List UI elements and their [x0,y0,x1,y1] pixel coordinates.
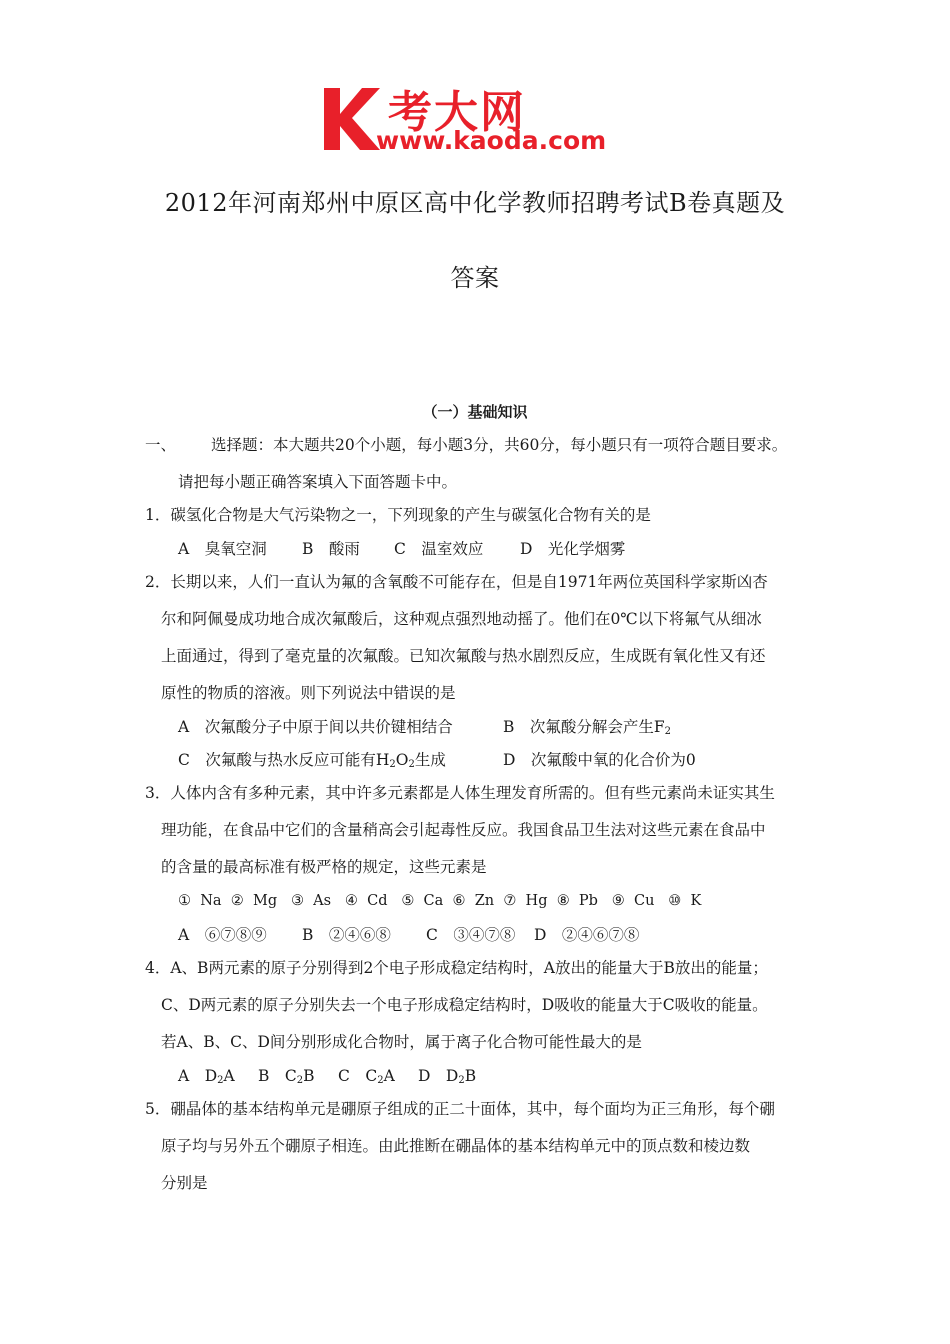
q2-option-b-text: B 次氟酸分解会产生F [503,718,665,736]
question-3-line-2: 理功能，在食品中它们的含量稍高会引起毒性反应。我国食品卫生法对这些元素在食品中 [161,821,766,839]
q4-option-d-post: B [464,1067,477,1085]
q1-option-c: C 温室效应 [394,540,484,558]
page-title-line1: 2012年河南郑州中原区高中化学教师招聘考试B卷真题及 [164,189,786,217]
question-3-options [178,925,639,945]
question-5-line-3: 分别是 [161,1174,208,1192]
intro-number: 一、 [145,436,177,454]
q4-option-a-text: A D [178,1067,218,1085]
q4-option-d-sub: 2 [458,1075,465,1086]
question-2-line-2: 尔和阿佩曼成功地合成次氟酸后，这种观点强烈地动摇了。他们在0℃以下将氟气从细冰 [161,610,762,628]
q4-option-d [418,1066,476,1091]
q4-option-b-sub: 2 [296,1075,304,1086]
question-3-line-1: 3．人体内含有多种元素，其中许多元素都是人体生理发育所需的。但有些元素尚未证实其生 [145,784,775,802]
intro-line-2: 请把每小题正确答案填入下面答题卡中。 [178,473,458,491]
q4-option-c [338,1066,418,1091]
question-2-line-3: 上面通过，得到了毫克量的次氟酸。已知次氟酸与热水剧烈反应，生成既有氧化性又有还 [161,647,766,665]
question-3-elements: ① Na ② Mg ③ As ④ Cd ⑤ Ca ⑥ Zn ⑦ Hg ⑧ Pb ⑨ Cu ⑩ K [178,893,702,909]
question-4-line-3: 若A、B、C、D间分别形成化合物时，属于离子化合物可能性最大的是 [161,1033,642,1051]
q4-option-a [178,1066,258,1091]
question-2-line-4: 原性的物质的溶液。则下列说法中错误的是 [161,684,456,702]
q2-option-d: D 次氟酸中氧的化合价为0 [503,751,696,769]
q4-option-b-post: B [303,1067,315,1085]
q1-option-b: B 酸雨 [302,540,360,558]
question-1-options [178,539,625,559]
q3-option-a: A ⑥⑦⑧⑨ [178,926,267,944]
q2-option-c-mid: O [395,751,409,769]
question-4-line-1: 4．A、B两元素的原子分别得到2个电子形成稳定结构时，A放出的能量大于B放出的能量； [145,959,768,977]
logo-brand-text: 考大网 [388,87,526,138]
logo-url-text: www.kaoda.com [376,126,607,155]
question-4-options [178,1066,476,1091]
kaoda-logo [318,80,638,158]
q2-option-c [178,750,446,775]
q1-option-a: A 臭氧空洞 [178,540,267,558]
q4-option-b [258,1066,338,1091]
q4-option-a-sub: 2 [217,1075,224,1086]
q3-option-c: C ③④⑦⑧ [426,926,516,944]
question-1-text: 1．碳氢化合物是大气污染物之一，下列现象的产生与碳氢化合物有关的是 [145,506,651,524]
q2-option-c-sub-1: 2 [389,759,396,770]
q4-option-d-text: D D [418,1067,459,1085]
q2-option-a: A 次氟酸分子中原于间以共价键相结合 [178,718,453,736]
q4-option-c-post: A [383,1067,395,1085]
q1-option-d: D 光化学烟雾 [520,540,626,558]
q2-option-c-post: 生成 [414,751,446,769]
q4-option-c-text: C C [338,1067,378,1085]
q3-option-d: D ②④⑥⑦⑧ [534,926,640,944]
q4-option-a-post: A [223,1067,235,1085]
q4-option-b-text: B C [258,1067,297,1085]
q4-option-c-sub: 2 [377,1075,384,1086]
question-3-line-3: 的含量的最高标准有极严格的规定，这些元素是 [161,858,487,876]
page-title-line2: 答案 [450,264,500,292]
question-5-line-1: 5．硼晶体的基本结构单元是硼原子组成的正二十面体，其中，每个面均为正三角形，每个硼 [145,1100,775,1118]
k-logo-icon [318,84,382,154]
question-4-line-2: C、D两元素的原子分别失去一个电子形成稳定结构时，D吸收的能量大于C吸收的能量。 [161,996,768,1014]
q3-option-b: B ②④⑥⑧ [302,926,391,944]
q2-option-c-sub-2: 2 [408,759,415,770]
intro-line-1: 选择题：本大题共20个小题，每小题3分，共60分，每小题只有一项符合题目要求。 [211,436,788,454]
question-5-line-2: 原子均与另外五个硼原子相连。由此推断在硼晶体的基本结构单元中的顶点数和棱边数 [161,1137,751,1155]
q2-option-b [503,717,671,742]
question-2-line-1: 2．长期以来，人们一直认为氟的含氧酸不可能存在，但是自1971年两位英国科学家斯凶杏 [145,573,768,591]
q2-option-b-sub: 2 [664,726,672,737]
q2-option-c-text: C 次氟酸与热水反应可能有H [178,751,390,769]
section-title: （一）基础知识 [422,403,528,421]
